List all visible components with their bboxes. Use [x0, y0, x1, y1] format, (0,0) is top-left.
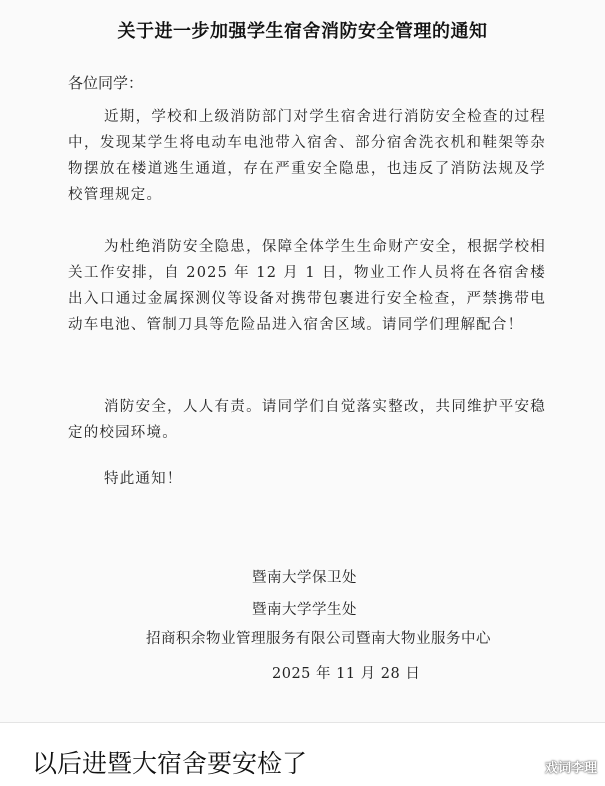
notice-paragraph: 特此通知！	[104, 471, 183, 487]
signatory-property-service: 招商积余物业管理服务有限公司暨南大物业服务中心	[146, 631, 491, 647]
signatory-security-office: 暨南大学保卫处	[252, 570, 357, 586]
notice-paragraph: 消防安全，人人有责。请同学们自觉落实整改，共同维护平安稳定的校园环境。	[68, 399, 546, 441]
notice-date: 2025 年 11 月 28 日	[272, 666, 421, 682]
post-caption: 以后进暨大宿舍要安检了	[32, 749, 308, 778]
notice-title: 关于进一步加强学生宿舍消防安全管理的通知	[117, 21, 488, 42]
notice-paragraph: 为杜绝消防安全隐患，保障全体学生生命财产安全，根据学校相关工作安排，自 2025 年 12 月 1 日，物业工作人员将在各宿舍楼出入口通过金属探测仪等设备对携带包裹进行安全检查，严禁携带电动车电池、管制刀具等危险品进入宿舍区域。请同学们理解配合！	[68, 239, 546, 333]
signatory-student-office: 暨南大学学生处	[252, 602, 357, 618]
notice-greeting: 各位同学：	[68, 74, 144, 92]
notice-paragraph: 近期，学校和上级消防部门对学生宿舍进行消防安全检查的过程中，发现某学生将电动车电池带入宿舍、部分宿舍洗衣机和鞋架等杂物摆放在楼道逃生通道，存在严重安全隐患，也违反了消防法规及学校管理规定。	[68, 109, 546, 203]
watermark: 戏词李理	[544, 761, 597, 776]
